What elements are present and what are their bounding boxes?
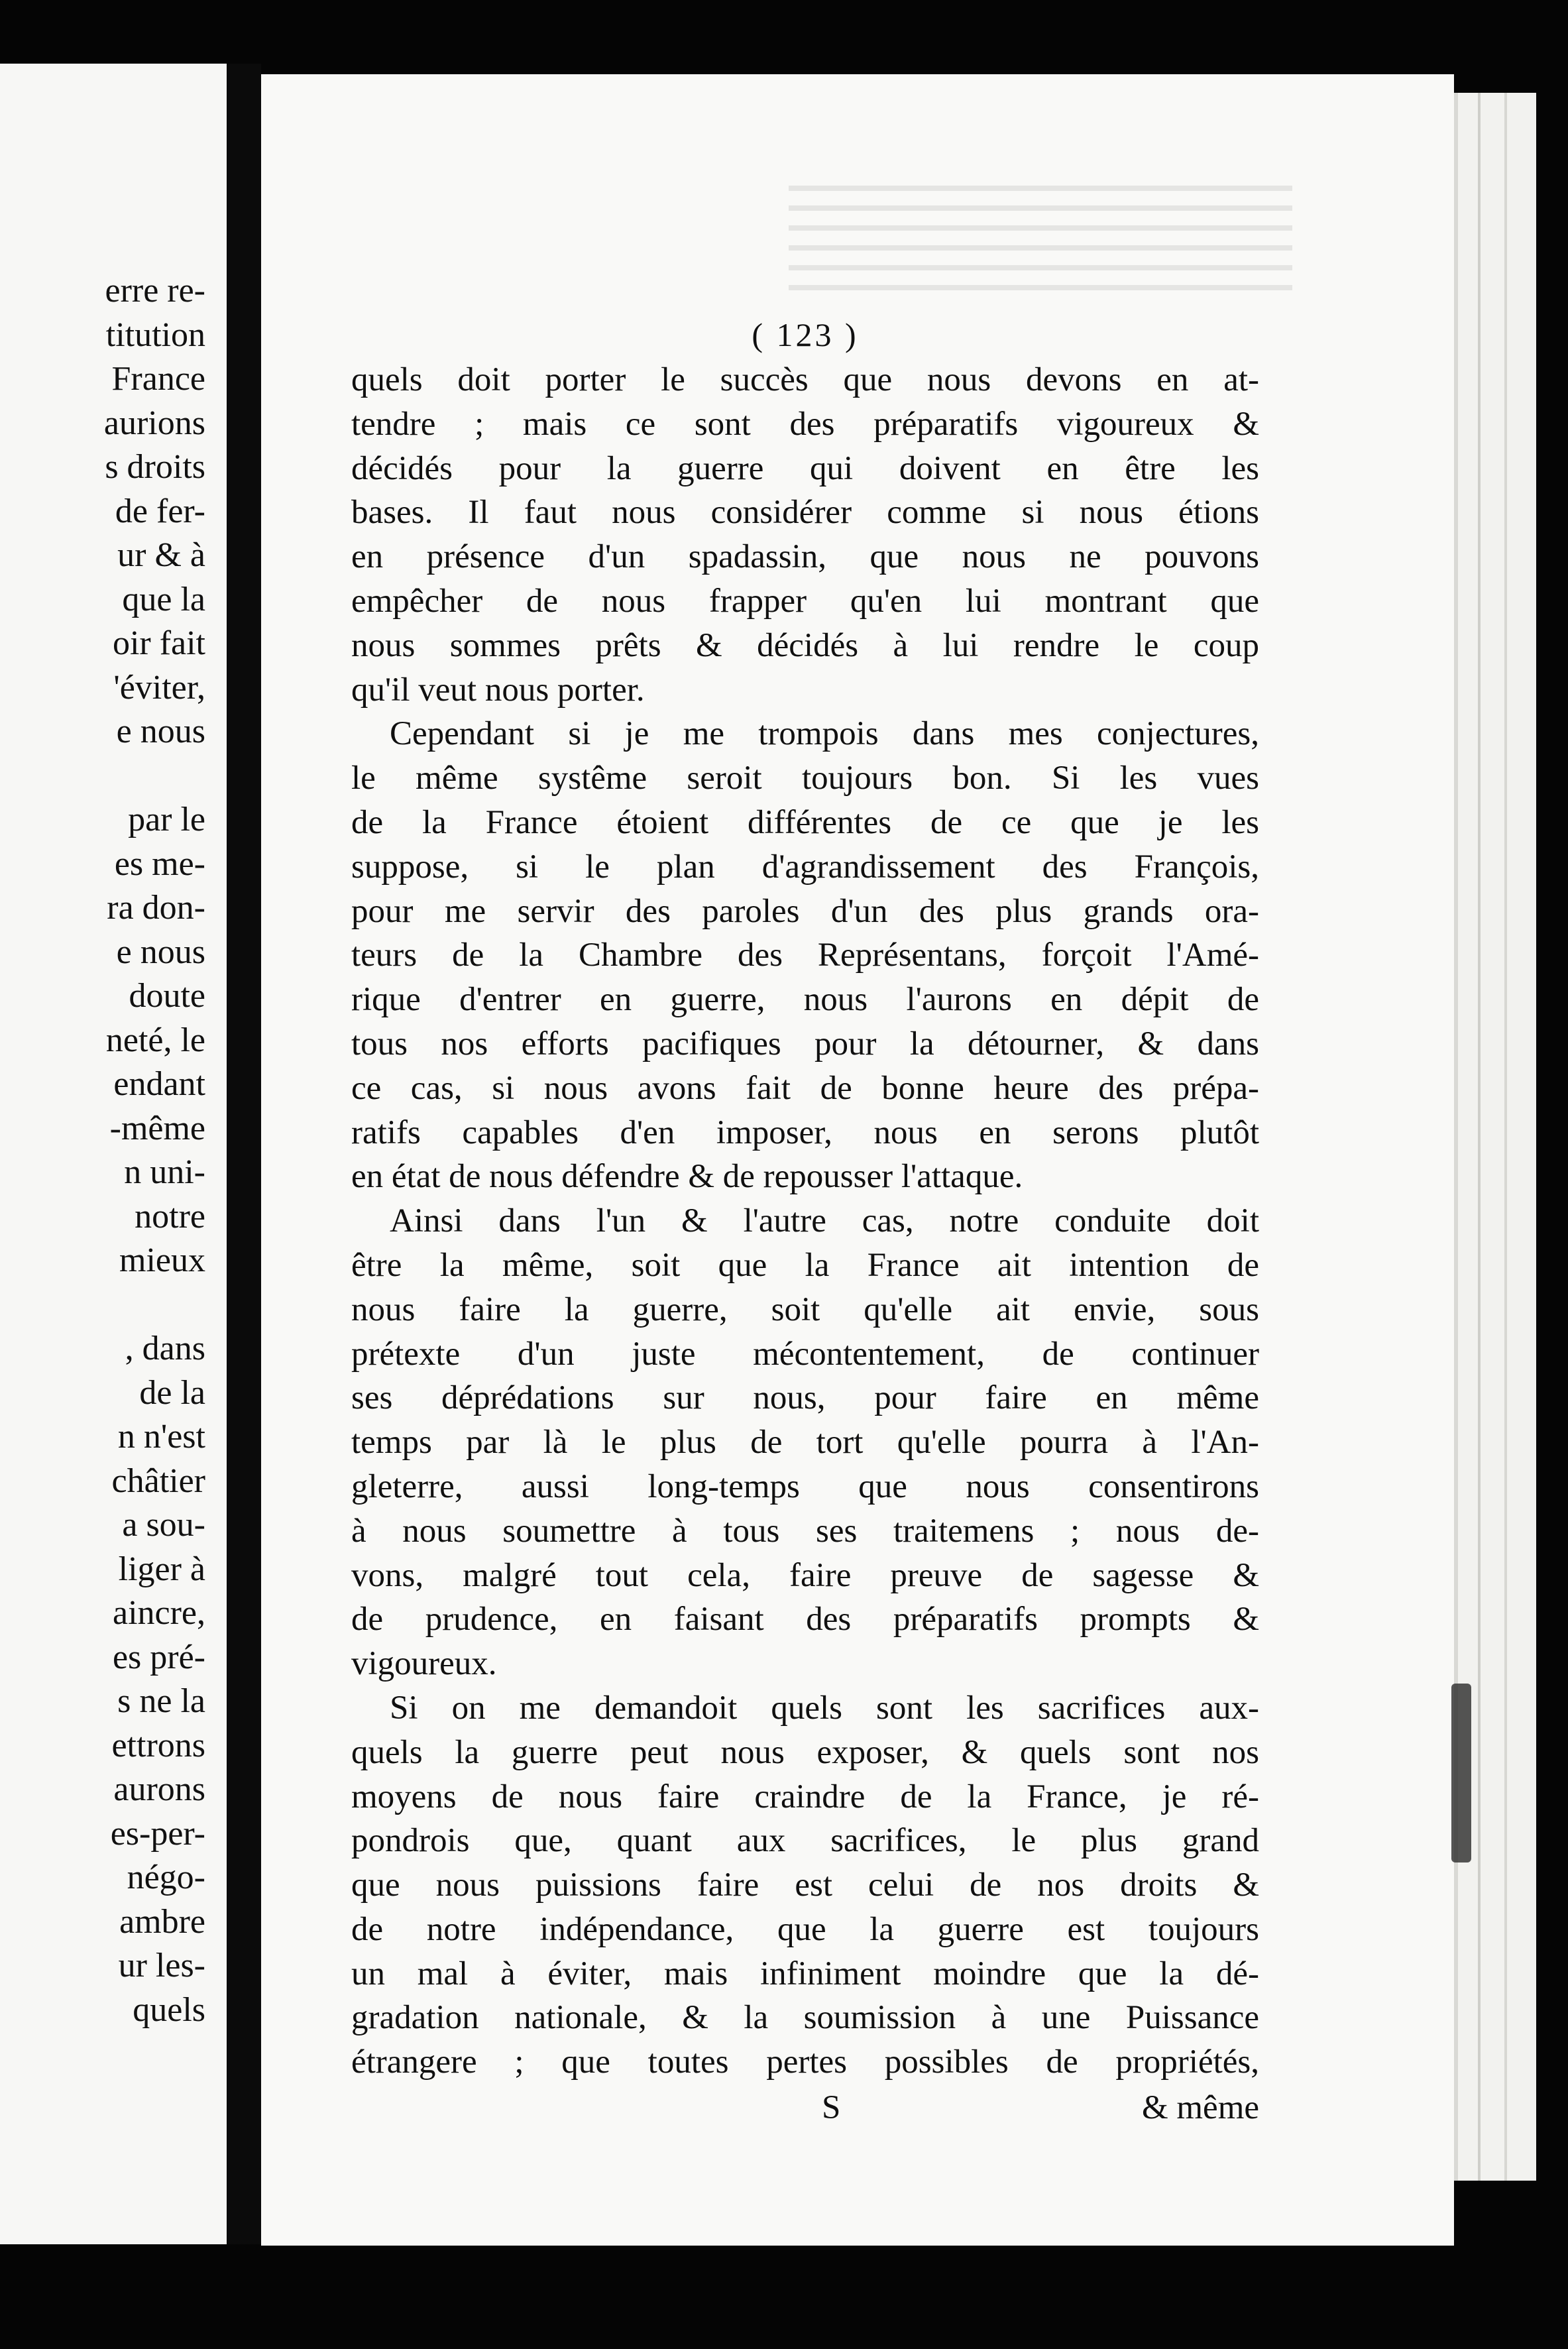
left-page-line: aincre, xyxy=(112,1594,205,1632)
text-line: ce cas, si nous avons fait de bonne heure des prépa- xyxy=(351,1069,1259,1107)
text-line: pour me servir des paroles d'un des plus grands ora- xyxy=(351,892,1259,930)
left-page-line: de fer- xyxy=(115,492,205,530)
left-page-line: s ne la xyxy=(117,1682,205,1720)
left-page-line: ambre xyxy=(119,1902,205,1941)
left-page-line: e nous xyxy=(116,933,205,971)
left-page-line: France xyxy=(111,360,205,398)
left-page-line: erre re- xyxy=(105,272,205,310)
left-page-line: es-per- xyxy=(110,1814,205,1853)
left-page-line: ettrons xyxy=(111,1726,205,1764)
left-page-line: doute xyxy=(129,977,205,1015)
left-facing-page xyxy=(0,64,227,2244)
book-gutter xyxy=(227,64,261,2244)
text-line: ratifs capables d'en imposer, nous en serons plutôt xyxy=(351,1114,1259,1151)
left-page-line: titution xyxy=(105,315,205,354)
text-line: gradation nationale, & la soumission à une Puissance xyxy=(351,1999,1259,2037)
text-line: ses déprédations sur nous, pour faire en même xyxy=(351,1379,1259,1417)
text-line: gleterre, aussi long-temps que nous consentirons xyxy=(351,1467,1259,1505)
text-line: Cependant si je me trompois dans mes conjectures, xyxy=(390,715,1259,753)
text-line: tous nos efforts pacifiques pour la détourner, & dans xyxy=(351,1025,1259,1062)
text-line: teurs de la Chambre des Représentans, forçoit l'Amé- xyxy=(351,937,1259,974)
text-line: en état de nous défendre & de repousser l'attaque. xyxy=(351,1158,1023,1196)
body-text xyxy=(351,358,1259,2085)
text-line: empêcher de nous frapper qu'en lui montrant que xyxy=(351,582,1259,620)
text-line: décidés pour la guerre qui doivent en être les xyxy=(351,449,1259,487)
left-page-line: e nous xyxy=(116,713,205,750)
signature-mark: S xyxy=(822,2089,841,2127)
text-line: bases. Il faut nous considérer comme si nous étions xyxy=(351,494,1259,532)
text-line: de notre indépendance, que la guerre est toujours xyxy=(351,1910,1259,1948)
text-line: nous sommes prêts & décidés à lui rendre le coup xyxy=(351,626,1259,664)
left-page-line: quels xyxy=(133,1990,205,2029)
text-line: vigoureux. xyxy=(351,1645,497,1683)
left-page-line: a sou- xyxy=(122,1506,205,1544)
text-line: un mal à éviter, mais infiniment moindre que la dé- xyxy=(351,1955,1259,1992)
left-page-line xyxy=(104,1283,205,1328)
text-line: suppose, si le plan d'agrandissement des François, xyxy=(351,848,1259,886)
page-edges xyxy=(1454,93,1536,2181)
text-line: de prudence, en faisant des préparatifs prompts & xyxy=(351,1601,1259,1638)
page-number: ( 123 ) xyxy=(752,316,859,353)
text-line: que nous puissions faire est celui de nos droits & xyxy=(351,1866,1259,1904)
text-line: vons, malgré tout cela, faire preuve de sagesse & xyxy=(351,1556,1259,1594)
left-page-text xyxy=(104,269,205,2032)
left-page-line: endant xyxy=(113,1065,205,1103)
left-page-line: s droits xyxy=(105,448,205,486)
text-line: pondrois que, quant aux sacrifices, le plus grand xyxy=(351,1822,1259,1860)
left-page-line: mieux xyxy=(119,1241,205,1279)
text-line: rique d'entrer en guerre, nous l'aurons en dépit de xyxy=(351,981,1259,1019)
left-page-line: n n'est xyxy=(117,1418,205,1456)
left-page-line: , dans xyxy=(125,1330,205,1367)
left-page-line: es pré- xyxy=(112,1638,205,1676)
left-page-line: aurons xyxy=(113,1770,205,1808)
left-page-line: neté, le xyxy=(105,1021,205,1059)
page-text-block xyxy=(351,312,1259,2131)
text-line: quels la guerre peut nous exposer, & quels sont nos xyxy=(351,1733,1259,1771)
left-page-line: négo- xyxy=(127,1859,205,1896)
text-line: moyens de nous faire craindre de la France, je ré- xyxy=(351,1778,1259,1815)
text-line: quels doit porter le succès que nous devons en at- xyxy=(351,361,1259,398)
text-line: Si on me demandoit quels sont les sacrifices aux- xyxy=(390,1689,1259,1727)
text-line: prétexte d'un juste mécontentement, de continuer xyxy=(351,1335,1259,1373)
text-line: de la France étoient différentes de ce que je les xyxy=(351,803,1259,841)
text-line: qu'il veut nous porter. xyxy=(351,671,645,709)
left-page-line: n uni- xyxy=(124,1153,205,1191)
left-page-line: que la xyxy=(122,580,205,618)
text-line: nous faire la guerre, soit qu'elle ait envie, sous xyxy=(351,1290,1259,1328)
left-page-line xyxy=(104,754,205,799)
text-line: étrangere ; que toutes pertes possibles de propriétés, xyxy=(351,2043,1259,2081)
bleed-through xyxy=(789,186,1292,305)
page-footer xyxy=(351,2085,1259,2131)
left-page-line: -même xyxy=(109,1109,205,1147)
text-line: tendre ; mais ce sont des préparatifs vigoureux & xyxy=(351,405,1259,443)
text-line: le même systême seroit toujours bon. Si les vues xyxy=(351,760,1259,797)
text-line: temps par là le plus de tort qu'elle pourra à l'An- xyxy=(351,1424,1259,1461)
left-page-line: châtier xyxy=(111,1461,205,1500)
left-page-line: par le xyxy=(128,801,205,838)
text-line: être la même, soit que la France ait intention de xyxy=(351,1246,1259,1284)
left-page-line: liger à xyxy=(118,1550,205,1588)
left-page-line: ur les- xyxy=(118,1947,205,1984)
left-page-line: 'éviter, xyxy=(113,668,205,707)
left-page-line: ra don- xyxy=(107,889,205,927)
text-line: Ainsi dans l'un & l'autre cas, notre conduite doit xyxy=(390,1202,1259,1240)
catchword: & même xyxy=(1141,2089,1259,2127)
left-page-line: ur & à xyxy=(117,536,205,574)
left-page-line: de la xyxy=(139,1373,205,1412)
text-line: à nous soumettre à tous ses traitemens ; nous de- xyxy=(351,1512,1259,1550)
left-page-line: es me- xyxy=(114,844,205,883)
left-page-line: notre xyxy=(135,1197,205,1235)
text-line: en présence d'un spadassin, que nous ne pouvons xyxy=(351,538,1259,576)
left-page-line: oir fait xyxy=(112,624,205,662)
left-page-line: aurions xyxy=(103,404,205,442)
